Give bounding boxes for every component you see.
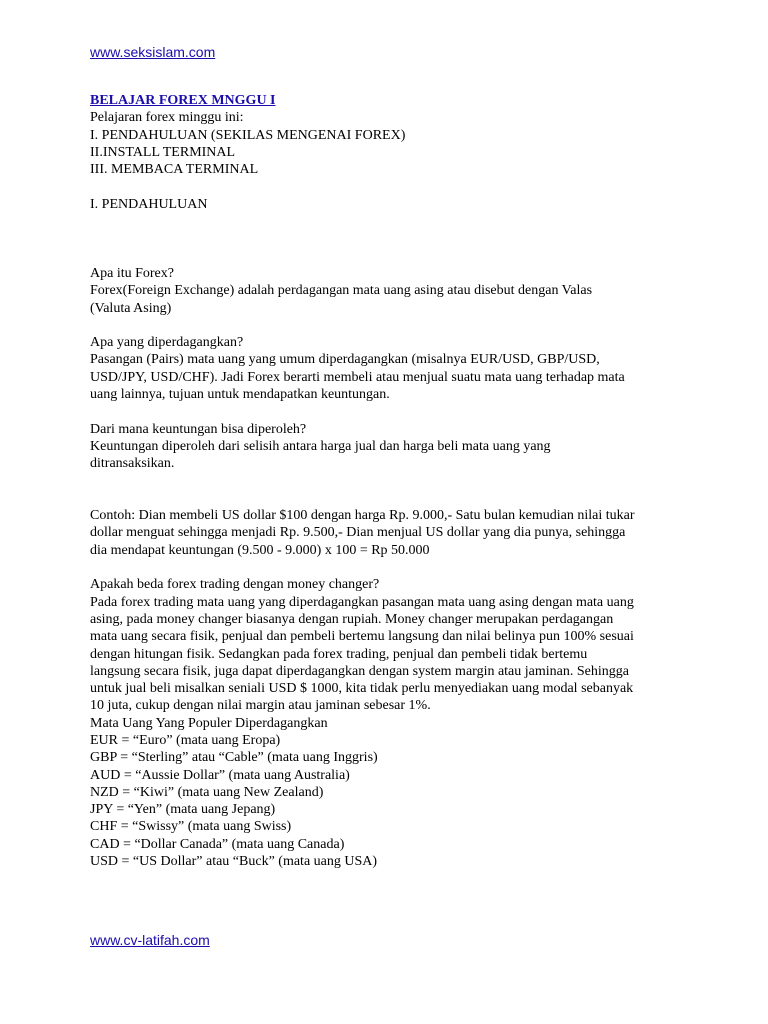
- answer-line: (Valuta Asing): [90, 300, 172, 316]
- answer-line: ditransaksikan.: [90, 456, 175, 472]
- example-line: dia mendapat keuntungan (9.500 - 9.000) x 100 = Rp 50.000: [90, 542, 430, 558]
- currency-item: USD = “US Dollar” atau “Buck” (mata uang USA): [90, 854, 378, 870]
- answer-line: asing, pada money changer biasanya dengan rupiah. Money changer merupakan perdagangan: [90, 611, 614, 627]
- currency-item: CAD = “Dollar Canada” (mata uang Canada): [90, 836, 345, 852]
- intro-line: II.INSTALL TERMINAL: [90, 144, 236, 160]
- intro-line: Pelajaran forex minggu ini:: [90, 110, 244, 126]
- currencies-heading: Mata Uang Yang Populer Diperdagangkan: [90, 715, 328, 731]
- intro-line: I. PENDAHULUAN (SEKILAS MENGENAI FOREX): [90, 127, 406, 143]
- answer-line: Pada forex trading mata uang yang diperdagangkan pasangan mata uang asing dengan mata uang: [90, 594, 634, 610]
- currency-item: AUD = “Aussie Dollar” (mata uang Australia): [90, 767, 350, 783]
- answer-line: dengan hitungan fisik. Sedangkan pada forex trading, penjual dan pembeli tidak bertemu: [90, 646, 588, 662]
- currency-item: CHF = “Swissy” (mata uang Swiss): [90, 819, 292, 835]
- answer-line: Forex(Foreign Exchange) adalah perdagangan mata uang asing atau disebut dengan Valas: [90, 283, 593, 299]
- document-body: [90, 92, 690, 870]
- intro-line: III. MEMBACA TERMINAL: [90, 162, 259, 178]
- currency-item: NZD = “Kiwi” (mata uang New Zealand): [90, 784, 324, 800]
- question-traded: Apa yang diperdagangkan?: [90, 335, 244, 351]
- section-heading: I. PENDAHULUAN: [90, 196, 208, 212]
- answer-line: Keuntungan diperoleh dari selisih antara harga jual dan harga beli mata uang yang: [90, 438, 551, 454]
- answer-line: Pasangan (Pairs) mata uang yang umum diperdagangkan (misalnya EUR/USD, GBP/USD,: [90, 352, 600, 368]
- example-line: dollar menguat sehingga menjadi Rp. 9.500,- Dian menjual US dollar yang dia punya, sehingga: [90, 525, 626, 541]
- answer-line: mata uang secara fisik, penjual dan pembeli bertemu langsung dan nilai belinya pun 100% sesuai: [90, 629, 634, 645]
- currency-item: GBP = “Sterling” atau “Cable” (mata uang Inggris): [90, 750, 378, 766]
- answer-line: 10 juta, cukup dengan nilai margin atau jaminan sebesar 1%.: [90, 698, 431, 714]
- question-difference: Apakah beda forex trading dengan money changer?: [90, 577, 380, 593]
- answer-line: langsung secara fisik, juga dapat diperdagangkan dengan system margin atau jaminan. Sehingga: [90, 663, 629, 679]
- header-website-link[interactable]: www.seksislam.com: [90, 44, 216, 60]
- answer-line: USD/JPY, USD/CHF). Jadi Forex berarti membeli atau menjual suatu mata uang terhadap mata: [90, 369, 625, 385]
- currency-item: JPY = “Yen” (mata uang Jepang): [90, 802, 276, 818]
- document-title[interactable]: BELAJAR FOREX MNGGU I: [90, 93, 276, 108]
- answer-line: uang lainnya, tujuan untuk mendapatkan keuntungan.: [90, 387, 390, 403]
- example-line: Contoh: Dian membeli US dollar $100 dengan harga Rp. 9.000,- Satu bulan kemudian nilai tukar: [90, 508, 635, 524]
- currency-item: EUR = “Euro” (mata uang Eropa): [90, 732, 281, 748]
- answer-line: untuk jual beli misalkan seniali USD $ 1000, kita tidak perlu menyediakan uang modal sebanyak: [90, 681, 634, 697]
- question-forex: Apa itu Forex?: [90, 265, 174, 281]
- question-profit: Dari mana keuntungan bisa diperoleh?: [90, 421, 307, 437]
- footer-website-link[interactable]: www.cv-latifah.com: [90, 932, 210, 948]
